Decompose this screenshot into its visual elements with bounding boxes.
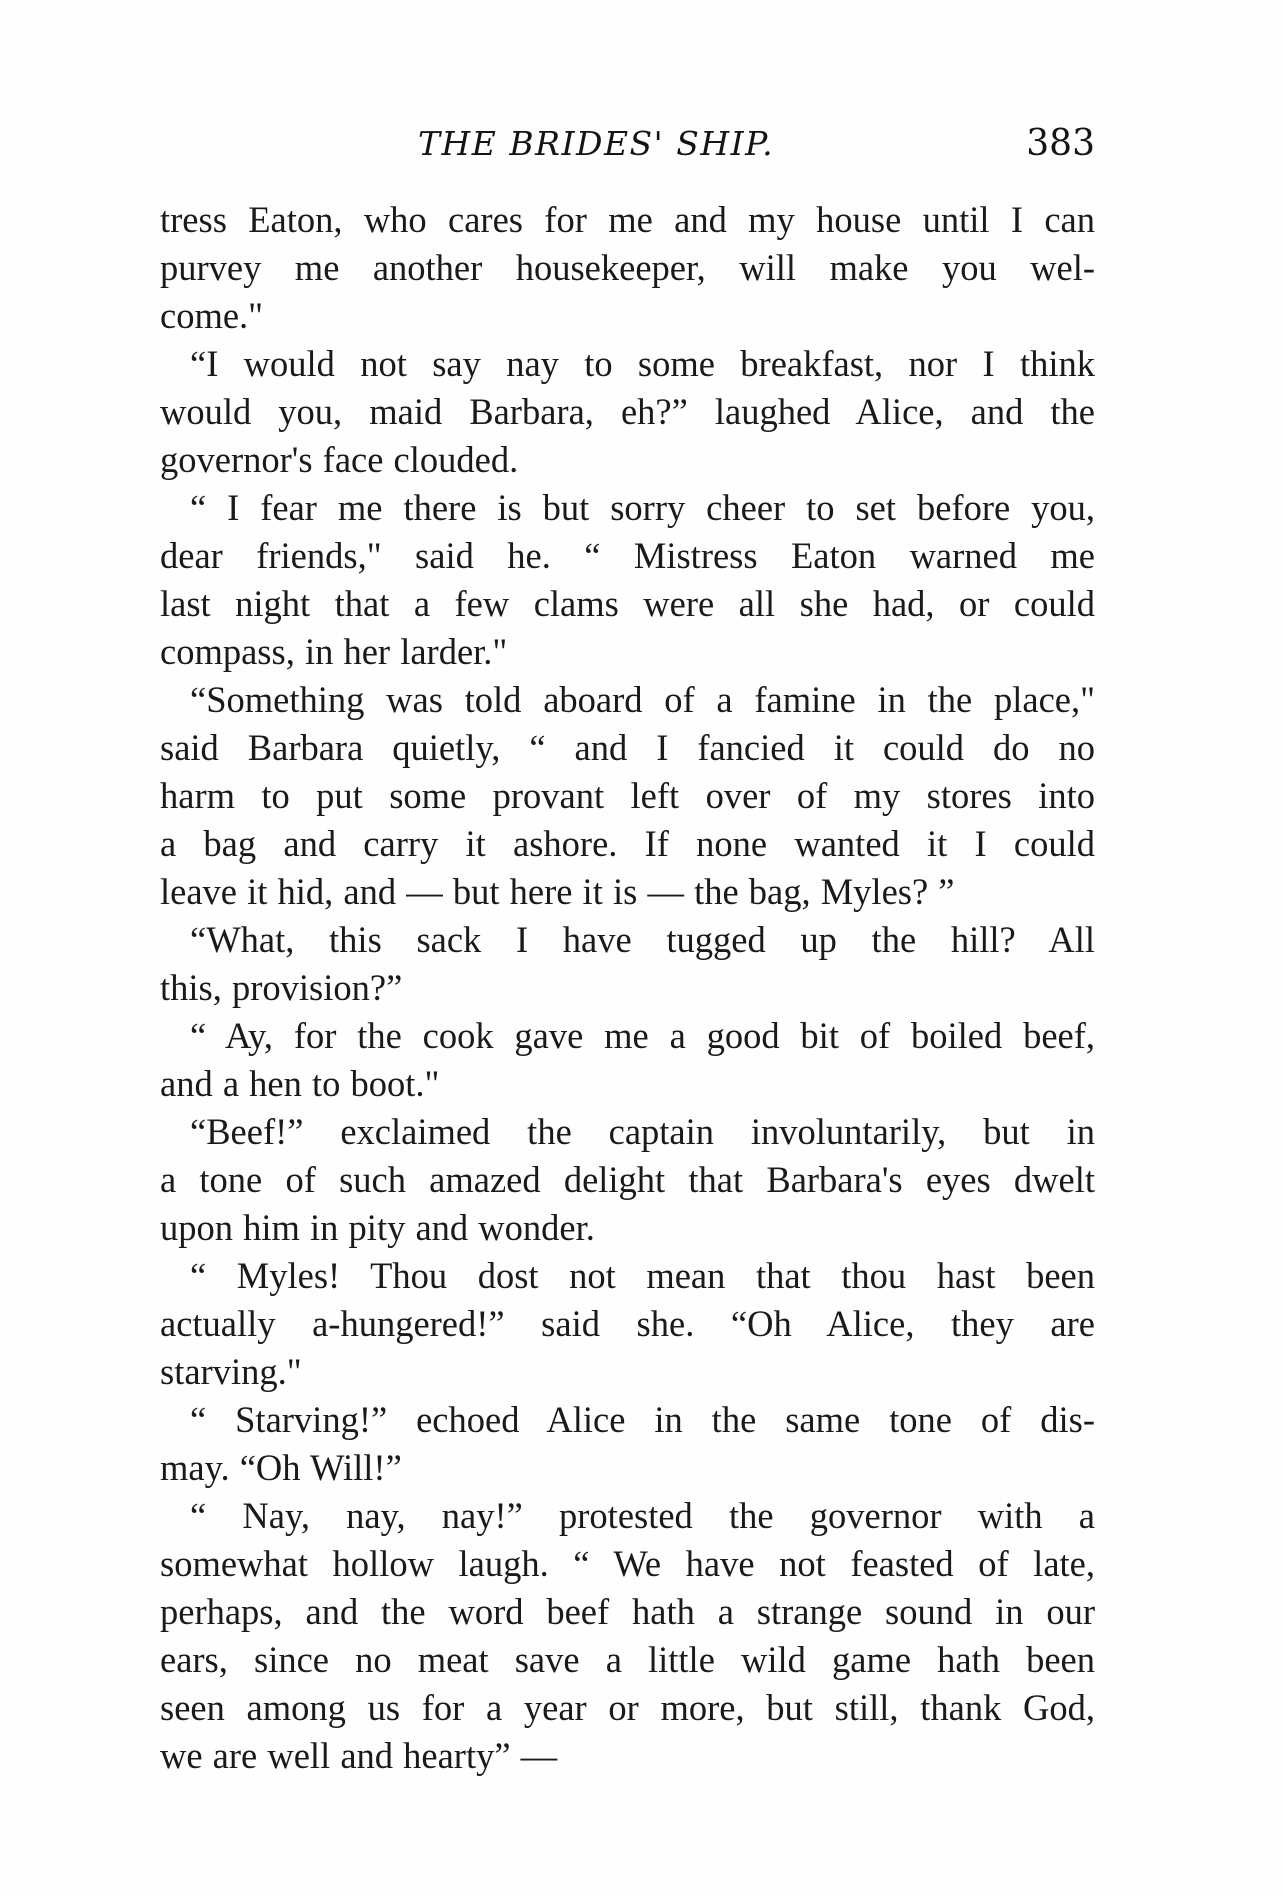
paragraph-first-line: “ I fear me there is but sorry cheer to set before you, <box>190 487 1095 528</box>
running-title: THE BRIDES' SHIP. <box>418 124 775 163</box>
text-line: harm to put some provant left over of my stores into <box>160 775 1095 816</box>
text-line: perhaps, and the word beef hath a strange sound in our <box>160 1591 1095 1632</box>
text-line: tress Eaton, who cares for me and my house until I can <box>160 199 1095 240</box>
text-line: actually a-hungered!” said she. “Oh Alice, they are <box>160 1303 1095 1344</box>
text-line: dear friends," said he. “ Mistress Eaton warned me <box>160 535 1095 576</box>
text-line: may. “Oh Will!” <box>160 1447 402 1488</box>
text-line: come." <box>160 295 264 336</box>
paragraph-first-line: “I would not say nay to some breakfast, nor I think <box>190 343 1095 384</box>
text-line: this, provision?” <box>160 967 403 1008</box>
text-line: a bag and carry it ashore. If none wanted it I could <box>160 823 1095 864</box>
text-line: ears, since no meat save a little wild game hath been <box>160 1639 1095 1680</box>
paragraph-first-line: “ Myles! Thou dost not mean that thou hast been <box>190 1255 1095 1296</box>
text-line: a tone of such amazed delight that Barbara's eyes dwelt <box>160 1159 1095 1200</box>
text-line: upon him in pity and wonder. <box>160 1207 595 1248</box>
text-line: last night that a few clams were all she had, or could <box>160 583 1095 624</box>
text-line: said Barbara quietly, “ and I fancied it could do no <box>160 727 1095 768</box>
text-line: we are well and hearty” — <box>160 1735 558 1776</box>
text-line: leave it hid, and — but here it is — the bag, Myles? ” <box>160 871 955 912</box>
text-line: and a hen to boot." <box>160 1063 440 1104</box>
paragraph-first-line: “Something was told aboard of a famine in the place," <box>190 679 1095 720</box>
text-line: would you, maid Barbara, eh?” laughed Alice, and the <box>160 391 1095 432</box>
paragraph-first-line: “Beef!” exclaimed the captain involuntarily, but in <box>190 1111 1095 1152</box>
page-header <box>160 114 1095 174</box>
text-line: compass, in her larder." <box>160 631 508 672</box>
text-line: somewhat hollow laugh. “ We have not feasted of late, <box>160 1543 1095 1584</box>
paragraph-first-line: “ Ay, for the cook gave me a good bit of boiled beef, <box>190 1015 1095 1056</box>
text-line: starving." <box>160 1351 302 1392</box>
paragraph-first-line: “ Starving!” echoed Alice in the same tone of dis- <box>190 1399 1095 1440</box>
paragraph-first-line: “What, this sack I have tugged up the hill? All <box>190 919 1095 960</box>
text-line: governor's face clouded. <box>160 439 519 480</box>
page-number: 383 <box>1026 123 1095 164</box>
paragraph-first-line: “ Nay, nay, nay!” protested the governor with a <box>190 1495 1095 1536</box>
body-text <box>160 196 1095 1780</box>
text-line: seen among us for a year or more, but still, thank God, <box>160 1687 1095 1728</box>
text-line: purvey me another housekeeper, will make you wel- <box>160 247 1095 288</box>
